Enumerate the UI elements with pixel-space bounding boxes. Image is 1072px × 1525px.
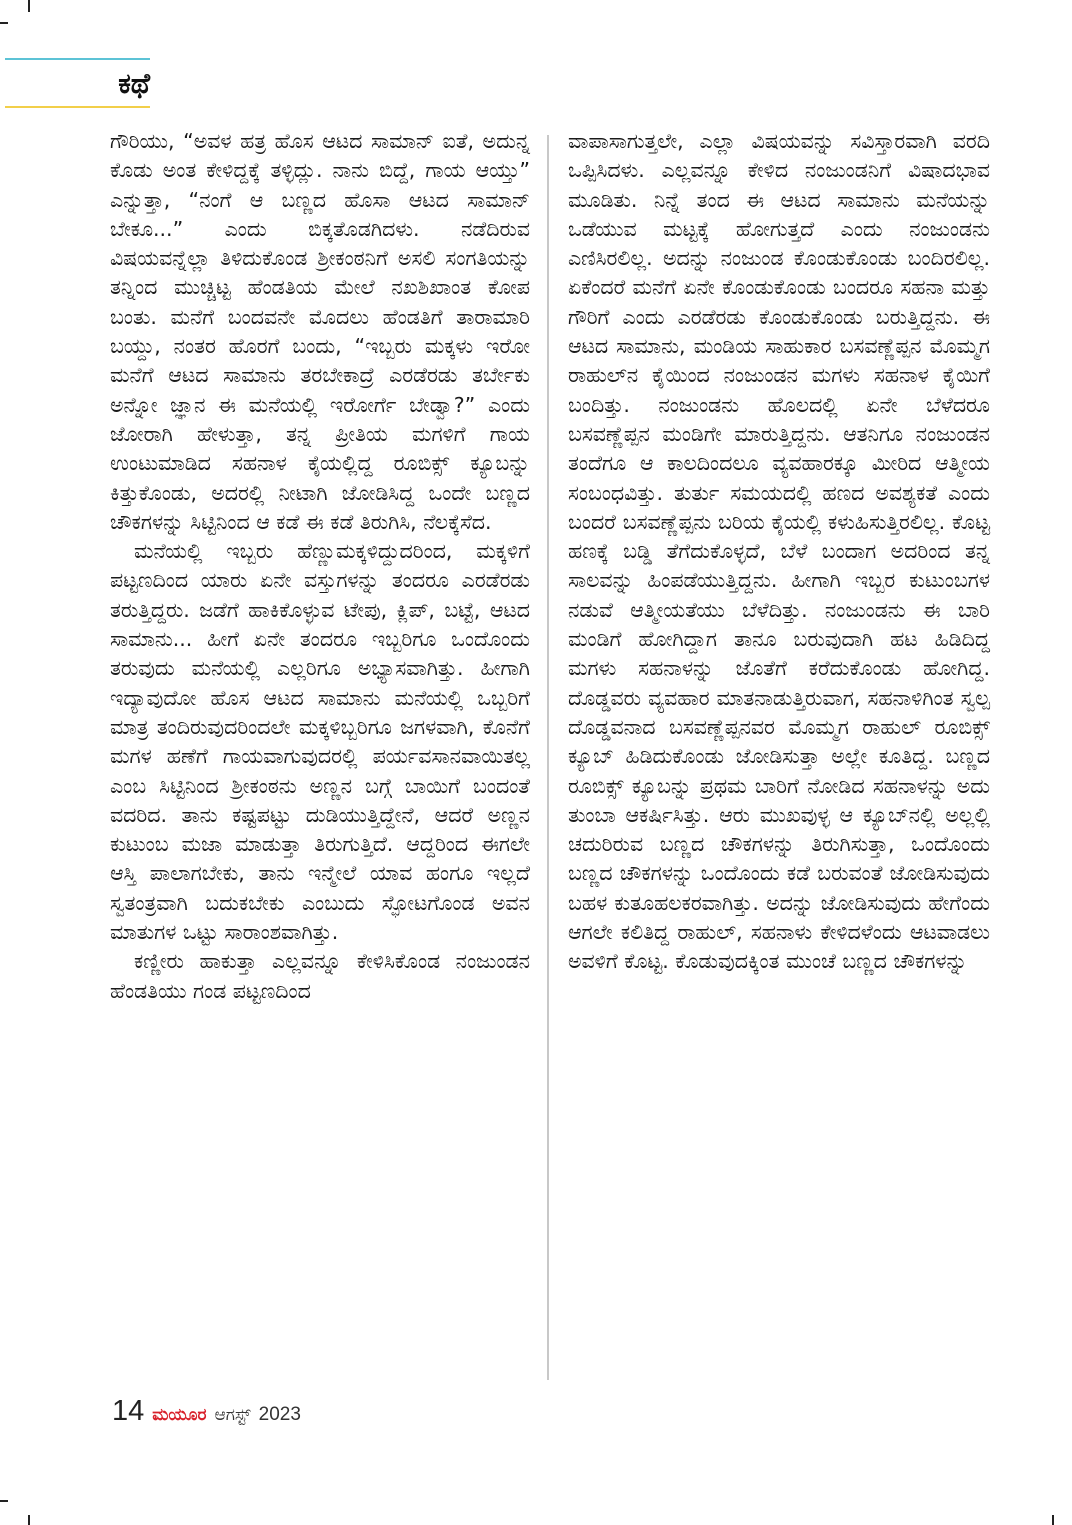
- issue-year: 2023: [258, 1404, 301, 1425]
- paragraph: ಗೌರಿಯು, “ಅವಳ ಹತ್ರ ಹೊಸ ಆಟದ ಸಾಮಾನ್ ಐತೆ, ಅದುನ್ನ ಕೊಡು ಅಂತ ಕೇಳಿದ್ದಕ್ಕೆ ತಳ್ಳಿದ್ಲು. ನಾನು ಬಿದ್ದೆ, ಗಾಯ ಆಯ್ತು” ಎನ್ನುತ್ತಾ, “ನಂಗೆ ಆ ಬಣ್ಣದ ಹೊಸಾ ಆಟದ ಸಾಮಾನ್ ಬೇಕೂ...” ಎಂದು ಬಿಕ್ಕತೊಡಗಿದಳು. ನಡೆದಿರುವ ವಿಷಯವನ್ನೆಲ್ಲಾ ತಿಳಿದುಕೊಂಡ ಶ್ರೀಕಂಠನಿಗೆ ಅಸಲಿ ಸಂಗತಿಯನ್ನು ತನ್ನಿಂದ ಮುಚ್ಚಿಟ್ಟ ಹೆಂಡತಿಯ ಮೇಲೆ ನಖಶಿಖಾಂತ ಕೋಪ ಬಂತು. ಮನೆಗೆ ಬಂದವನೇ ಮೊದಲು ಹೆಂಡತಿಗೆ ತಾರಾಮಾರಿ ಬಯ್ದು, ನಂತರ ಹೊರಗೆ ಬಂದು, “ಇಬ್ಬರು ಮಕ್ಕಳು ಇರೋ ಮನೆಗೆ ಆಟದ ಸಾಮಾನು ತರಬೇಕಾದ್ರೆ ಎರಡೆರಡು ತರ್ಬೇಕು ಅನ್ನೋ ಜ್ಞಾನ ಈ ಮನೆಯಲ್ಲಿ ಇರೋರ್ಗೆ ಬೇಡ್ವಾ?” ಎಂದು ಜೋರಾಗಿ ಹೇಳುತ್ತಾ, ತನ್ನ ಪ್ರೀತಿಯ ಮಗಳಿಗೆ ಗಾಯ ಉಂಟುಮಾಡಿದ ಸಹನಾಳ ಕೈಯಲ್ಲಿದ್ದ ರೂಬಿಕ್ಸ್ ಕ್ಯೂಬನ್ನು ಕಿತ್ತುಕೊಂಡು, ಅದರಲ್ಲಿ ನೀಟಾಗಿ ಜೋಡಿಸಿದ್ದ ಒಂದೇ ಬಣ್ಣದ ಚೌಕಗಳನ್ನು ಸಿಟ್ಟಿನಿಂದ ಆ ಕಡೆ ಈ ಕಡೆ ತಿರುಗಿಸಿ, ನೆಲಕ್ಕೆಸೆದ.: [110, 129, 530, 534]
- crop-mark: [0, 22, 8, 24]
- paragraph: ಮನೆಯಲ್ಲಿ ಇಬ್ಬರು ಹೆಣ್ಣುಮಕ್ಕಳಿದ್ದುದರಿಂದ, ಮಕ್ಕಳಿಗೆ ಪಟ್ಟಣದಿಂದ ಯಾರು ಏನೇ ವಸ್ತುಗಳನ್ನು ತಂದರೂ ಎರಡೆರಡು ತರುತ್ತಿದ್ದರು. ಜಡೆಗೆ ಹಾಕಿಕೊಳ್ಳುವ ಟೇಪು, ಕ್ಲಿಪ್, ಬಟ್ಟೆ, ಆಟದ ಸಾಮಾನು... ಹೀಗೆ ಏನೇ ತಂದರೂ ಇಬ್ಬರಿಗೂ ಒಂದೊಂದು ತರುವುದು ಮನೆಯಲ್ಲಿ ಎಲ್ಲರಿಗೂ ಅಭ್ಯಾಸವಾಗಿತ್ತು. ಹೀಗಾಗಿ ಇದ್ಯಾವುದೋ ಹೊಸ ಆಟದ ಸಾಮಾನು ಮನೆಯಲ್ಲಿ ಒಬ್ಬರಿಗೆ ಮಾತ್ರ ತಂದಿರುವುದರಿಂದಲೇ ಮಕ್ಕಳಿಬ್ಬರಿಗೂ ಜಗಳವಾಗಿ, ಕೊನೆಗೆ ಮಗಳ ಹಣೆಗೆ ಗಾಯವಾಗುವುದರಲ್ಲಿ ಪರ್ಯವಸಾನವಾಯಿತಲ್ಲ ಎಂಬ ಸಿಟ್ಟಿನಿಂದ ಶ್ರೀಕಂಠನು ಅಣ್ಣನ ಬಗ್ಗೆ ಬಾಯಿಗೆ ಬಂದಂತೆ ವದರಿದ. ತಾನು ಕಷ್ಟಪಟ್ಟು ದುಡಿಯುತ್ತಿದ್ದೇನೆ, ಆದರೆ ಅಣ್ಣನ ಕುಟುಂಬ ಮಜಾ ಮಾಡುತ್ತಾ ತಿರುಗುತ್ತಿದೆ. ಆದ್ದರಿಂದ ಈಗಲೇ ಆಸ್ತಿ ಪಾಲಾಗಬೇಕು, ತಾನು ಇನ್ಮೇಲೆ ಯಾವ ಹಂಗೂ ಇಲ್ಲದೆ ಸ್ವತಂತ್ರವಾಗಿ ಬದುಕಬೇಕು ಎಂಬುದು ಸ್ಫೋಟಗೊಂಡ ಅವನ ಮಾತುಗಳ ಒಟ್ಟು ಸಾರಾಂಶವಾಗಿತ್ತು.: [110, 539, 530, 945]
- issue-month: ಆಗಸ್ಟ್: [214, 1405, 251, 1425]
- accent-line-top: [5, 58, 150, 60]
- magazine-name: ಮಯೂರ: [152, 1405, 207, 1425]
- page-footer: [112, 1395, 301, 1428]
- paragraph: ಕಣ್ಣೀರು ಹಾಕುತ್ತಾ ಎಲ್ಲವನ್ನೂ ಕೇಳಿಸಿಕೊಂಡ ನಂಜುಂಡನ ಹೆಂಡತಿಯು ಗಂಡ ಪಟ್ಟಣದಿಂದ: [110, 949, 530, 1003]
- column-divider: [547, 135, 549, 1380]
- section-title: ಕಥೆ: [118, 67, 150, 100]
- crop-mark: [28, 0, 30, 12]
- section-header: [5, 58, 150, 108]
- page-number: 14: [112, 1395, 145, 1427]
- crop-mark: [0, 1500, 8, 1502]
- crop-mark: [1052, 1515, 1054, 1525]
- accent-line-bottom: [5, 106, 150, 108]
- right-column: [568, 127, 990, 977]
- crop-mark: [28, 1515, 30, 1525]
- paragraph: ವಾಪಾಸಾಗುತ್ತಲೇ, ಎಲ್ಲಾ ವಿಷಯವನ್ನು ಸವಿಸ್ತಾರವಾಗಿ ವರದಿ ಒಪ್ಪಿಸಿದಳು. ಎಲ್ಲವನ್ನೂ ಕೇಳಿದ ನಂಜುಂಡನಿಗೆ ವಿಷಾದಭಾವ ಮೂಡಿತು. ನಿನ್ನೆ ತಂದ ಈ ಆಟದ ಸಾಮಾನು ಮನೆಯನ್ನು ಒಡೆಯುವ ಮಟ್ಟಕ್ಕೆ ಹೋಗುತ್ತದೆ ಎಂದು ನಂಜುಂಡನು ಎಣಿಸಿರಲಿಲ್ಲ. ಅದನ್ನು ನಂಜುಂಡ ಕೊಂಡುಕೊಂಡು ಬಂದಿರಲಿಲ್ಲ. ಏಕೆಂದರೆ ಮನೆಗೆ ಏನೇ ಕೊಂಡುಕೊಂಡು ಬಂದರೂ ಸಹನಾ ಮತ್ತು ಗೌರಿಗೆ ಎಂದು ಎರಡೆರಡು ಕೊಂಡುಕೊಂಡು ಬರುತ್ತಿದ್ದನು. ಈ ಆಟದ ಸಾಮಾನು, ಮಂಡಿಯ ಸಾಹುಕಾರ ಬಸವಣ್ಣೆಪ್ಪನ ಮೊಮ್ಮಗ ರಾಹುಲ್‌ನ ಕೈಯಿಂದ ನಂಜುಂಡನ ಮಗಳು ಸಹನಾಳ ಕೈಯಿಗೆ ಬಂದಿತ್ತು. ನಂಜುಂಡನು ಹೊಲದಲ್ಲಿ ಏನೇ ಬೆಳೆದರೂ ಬಸವಣ್ಣೆಪ್ಪನ ಮಂಡಿಗೇ ಮಾರುತ್ತಿದ್ದನು. ಆತನಿಗೂ ನಂಜುಂಡನ ತಂದೆಗೂ ಆ ಕಾಲದಿಂದಲೂ ವ್ಯವಹಾರಕ್ಕೂ ಮೀರಿದ ಆತ್ಮೀಯ ಸಂಬಂಧವಿತ್ತು. ತುರ್ತು ಸಮಯದಲ್ಲಿ ಹಣದ ಅವಶ್ಯಕತೆ ಎಂದು ಬಂದರೆ ಬಸವಣ್ಣೆಪ್ಪನು ಬರಿಯ ಕೈಯಲ್ಲಿ ಕಳುಹಿಸುತ್ತಿರಲಿಲ್ಲ. ಕೊಟ್ಟ ಹಣಕ್ಕೆ ಬಡ್ಡಿ ತೆಗೆದುಕೊಳ್ಳದೆ, ಬೆಳೆ ಬಂದಾಗ ಅದರಿಂದ ತನ್ನ ಸಾಲವನ್ನು ಹಿಂಪಡೆಯುತ್ತಿದ್ದನು. ಹೀಗಾಗಿ ಇಬ್ಬರ ಕುಟುಂಬಗಳ ನಡುವೆ ಆತ್ಮೀಯತೆಯು ಬೆಳೆದಿತ್ತು. ನಂಜುಂಡನು ಈ ಬಾರಿ ಮಂಡಿಗೆ ಹೋಗಿದ್ದಾಗ ತಾನೂ ಬರುವುದಾಗಿ ಹಟ ಹಿಡಿದಿದ್ದ ಮಗಳು ಸಹನಾಳನ್ನು ಜೊತೆಗೆ ಕರೆದುಕೊಂಡು ಹೋಗಿದ್ದ. ದೊಡ್ಡವರು ವ್ಯವಹಾರ ಮಾತನಾಡುತ್ತಿರುವಾಗ, ಸಹನಾಳಿಗಿಂತ ಸ್ವಲ್ಪ ದೊಡ್ಡವನಾದ ಬಸವಣ್ಣೆಪ್ಪನವರ ಮೊಮ್ಮಗ ರಾಹುಲ್ ರೂಬಿಕ್ಸ್ ಕ್ಯೂಬ್ ಹಿಡಿದುಕೊಂಡು ಜೋಡಿಸುತ್ತಾ ಅಲ್ಲೇ ಕೂತಿದ್ದ. ಬಣ್ಣದ ರೂಬಿಕ್ಸ್ ಕ್ಯೂಬನ್ನು ಪ್ರಥಮ ಬಾರಿಗೆ ನೋಡಿದ ಸಹನಾಳನ್ನು ಅದು ತುಂಬಾ ಆಕರ್ಷಿಸಿತ್ತು. ಆರು ಮುಖವುಳ್ಳ ಆ ಕ್ಯೂಬ್‌ನಲ್ಲಿ ಅಲ್ಲಲ್ಲಿ ಚದುರಿರುವ ಬಣ್ಣದ ಚೌಕಗಳನ್ನು ತಿರುಗಿಸುತ್ತಾ, ಒಂದೊಂದು ಬಣ್ಣದ ಚೌಕಗಳನ್ನು ಒಂದೊಂದು ಕಡೆ ಬರುವಂತೆ ಜೋಡಿಸುವುದು ಬಹಳ ಕುತೂಹಲಕರವಾಗಿತ್ತು. ಅದನ್ನು ಜೋಡಿಸುವುದು ಹೇಗೆಂದು ಆಗಲೇ ಕಲಿತಿದ್ದ ರಾಹುಲ್, ಸಹನಾಳು ಕೇಳಿದಳೆಂದು ಆಟವಾಡಲು ಅವಳಿಗೆ ಕೊಟ್ಟ. ಕೊಡುವುದಕ್ಕಿಂತ ಮುಂಚೆ ಬಣ್ಣದ ಚೌಕಗಳನ್ನು: [568, 129, 990, 974]
- left-column: [110, 127, 530, 1006]
